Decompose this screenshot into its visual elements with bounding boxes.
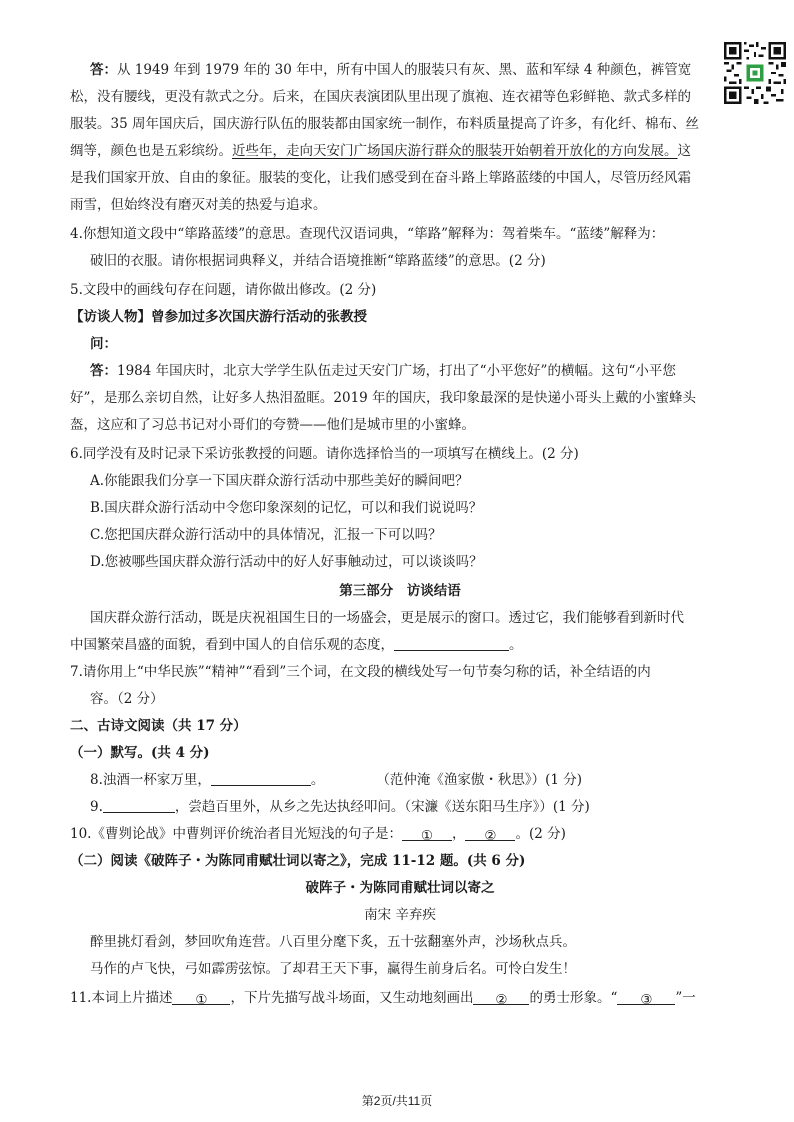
part3-text: 中国繁荣昌盛的面貌，看到中国人的自信乐观的态度， 。 <box>70 637 523 653</box>
passage-line: 服装。35 周年国庆后，国庆游行队伍的服装都由国家统一制作，布料质量提高了许多，有化纤、棉布、丝 <box>70 116 699 132</box>
interview-header: 【访谈人物】曾参加过多次国庆游行活动的张教授 <box>70 309 367 325</box>
question-7: 7.请你用上“中华民族”“精神”“看到”三个词，在文段的横线处写一句节奏匀称的话，补全结语的内 <box>70 664 651 680</box>
answer-blank[interactable] <box>211 771 311 786</box>
poem-line-2: 马作的卢飞快，弓如霹雳弦惊。了却君王天下事，赢得生前身后名。可怜白发生！ <box>90 961 576 977</box>
question-7-cont: 容。（2 分） <box>90 691 164 707</box>
question-11: 11.本词上片描述 ① ，下片先描写战斗场面，又生动地刻画出 ② 的勇士形象。“ ③ ”一 <box>70 990 696 1008</box>
interview-question-label: 问： <box>90 336 117 352</box>
passage-line: 绸等，颜色也是五彩缤纷。近些年，走向天安门广场国庆游行群众的服装开始朝着开放化的方向发展。这 <box>70 143 691 159</box>
question-10: 10.《曹刿论战》中曹刿评价统治者目光短浅的句子是： ① ， ② 。(2 分) <box>70 826 566 844</box>
qr-code-icon <box>724 42 786 104</box>
answer-blank[interactable] <box>394 636 509 651</box>
answer-blank-1[interactable]: ① <box>172 990 230 1005</box>
question-4: 4.你想知道文段中“筚路蓝缕”的意思。查现代汉语词典，“筚路”解释为：驾着柴车。“蓝缕”解释为： <box>70 226 665 242</box>
answer-prefix: 答： <box>90 62 117 78</box>
answer-blank[interactable] <box>103 798 175 813</box>
part3-title: 第三部分 访谈结语 <box>339 583 461 599</box>
answer-blank-2[interactable]: ② <box>465 826 515 841</box>
part3-text: 国庆群众游行活动，既是庆祝祖国生日的一场盛会，更是展示的窗口。透过它，我们能够看到新时代 <box>90 610 684 626</box>
question-6: 6.同学没有及时记录下采访张教授的问题。请你选择恰当的一项填写在横线上。(2 分) <box>70 446 579 462</box>
subsection-1-title: （一）默写。(共 4 分) <box>70 745 210 761</box>
passage-line: 是我们国家开放、自由的象征。服装的变化，让我们感受到在奋斗路上筚路蓝缕的中国人，尽管历经风霜 <box>70 170 691 186</box>
poem-author: 南宋 辛弃疾 <box>364 907 436 923</box>
poem-line-1: 醉里挑灯看剑，梦回吹角连营。八百里分麾下炙，五十弦翻塞外声，沙场秋点兵。 <box>90 934 576 950</box>
poem-title: 破阵子・为陈同甫赋壮词以寄之 <box>305 880 495 896</box>
interview-answer: 好”，是那么亲切自然，让好多人热泪盈眶。2019 年的国庆，我印象最深的是快递小哥头上戴的小蜜蜂头 <box>70 390 697 406</box>
answer-blank-1[interactable]: ① <box>402 826 452 841</box>
answer-blank-3[interactable]: ③ <box>617 990 675 1005</box>
interview-answer: 答：1984 年国庆时，北京大学学生队伍走过天安门广场，打出了“小平您好”的横幅。这句“小平您 <box>90 363 676 379</box>
subsection-2-title: （二）阅读《破阵子・为陈同甫赋壮词以寄之》，完成 11-12 题。(共 6 分) <box>70 853 526 869</box>
interview-answer: 盔，这应和了习总书记对小哥们的夸赞——他们是城市里的小蜜蜂。 <box>70 417 475 433</box>
answer-blank-2[interactable]: ② <box>473 990 529 1005</box>
question-8: 8.浊酒一杯家万里， 。 （范仲淹《渔家傲・秋思》）(1 分) <box>90 772 583 788</box>
underlined-sentence: 近些年，走向天安门广场国庆游行群众的服装开始朝着开放化的方向发展。 <box>232 143 678 159</box>
question-9: 9. ，尝趋百里外，从乡之先达执经叩问。（宋濂《送东阳马生序》）(1 分) <box>90 799 590 815</box>
page-footer: 第2页/共11页 <box>361 1094 433 1108</box>
section-2-title: 二、古诗文阅读（共 17 分） <box>70 718 247 734</box>
question-4-cont: 破旧的衣服。请你根据词典释义，并结合语境推断“筚路蓝缕”的意思。(2 分) <box>90 253 546 269</box>
passage-line: 雨雪，但始终没有磨灭对美的热爱与追求。 <box>70 197 327 213</box>
option-a: A.你能跟我们分享一下国庆群众游行活动中那些美好的瞬间吧？ <box>90 473 469 489</box>
question-5: 5.文段中的画线句存在问题，请你做出修改。(2 分) <box>70 282 377 298</box>
option-d: D.您被哪些国庆群众游行活动中的好人好事触动过，可以谈谈吗？ <box>90 554 483 570</box>
option-c: C.您把国庆群众游行活动中的具体情况，汇报一下可以吗？ <box>90 527 442 543</box>
passage-line: 松，没有腰线，更没有款式之分。后来，在国庆表演团队里出现了旗袍、连衣裙等色彩鲜艳、款式多样的 <box>70 89 691 105</box>
option-b: B.国庆群众游行活动中令您印象深刻的记忆，可以和我们说说吗？ <box>90 500 483 516</box>
passage-line: 答：从 1949 年到 1979 年的 30 年中，所有中国人的服装只有灰、黑、蓝和军绿 4 种颜色，裤管宽 <box>90 62 692 78</box>
